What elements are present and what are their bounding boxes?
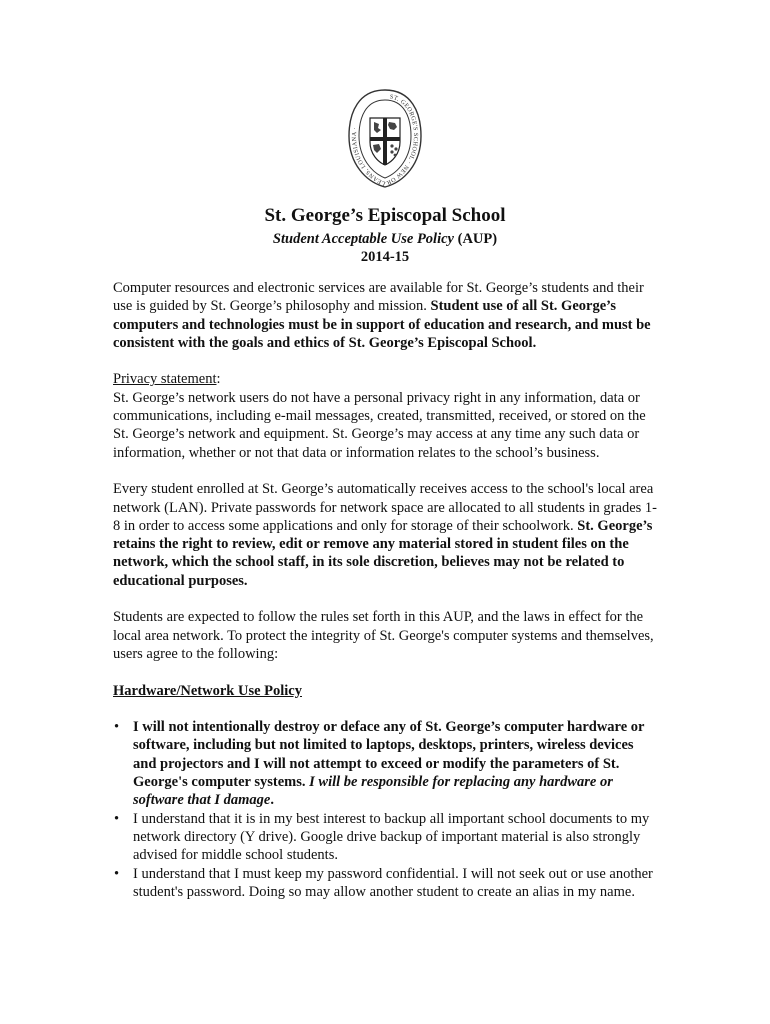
privacy-paragraph xyxy=(113,370,658,461)
intro-plain: Computer resources and electronic services are available for St. George’s students and their use is guided by St. George’s philosophy and mission. xyxy=(113,280,644,315)
bullet-icon: • xyxy=(114,865,120,882)
item2-text: I understand that it is in my best interest to backup all important school documents to my network directory (Y drive). Google drive backup of important material is also strongly advised for middle school students. xyxy=(133,810,650,864)
bullet-icon: • xyxy=(114,719,120,736)
hardware-policy-list xyxy=(113,718,658,901)
privacy-label: Privacy statement xyxy=(113,371,217,388)
page-title: St. George’s Episcopal School xyxy=(264,205,506,226)
privacy-colon: : xyxy=(216,371,221,388)
hardware-heading: Hardware/Network Use Policy xyxy=(113,682,302,699)
item1-end: . xyxy=(270,792,274,809)
network-paragraph xyxy=(113,480,658,590)
document-body xyxy=(113,279,658,901)
item3-text: I understand that I must keep my password confidential. I will not seek out or use another student's password. Doing so may allow another student to create an alias in my name. xyxy=(133,865,653,900)
rules-intro-paragraph: Students are expected to follow the rules set forth in this AUP, and the laws in effect for the local area network. To protect the integrity of St. George's computer systems and themselves, users agree to the following: xyxy=(113,609,654,662)
list-item xyxy=(113,810,658,865)
network-bold: St. George’s retains the right to review, edit or remove any material stored in student files on the network, which the school staff, in its sole discretion, believes may not be related to educational purposes. xyxy=(113,517,653,589)
subtitle-suffix: (AUP) xyxy=(454,231,498,247)
intro-paragraph xyxy=(113,279,658,352)
privacy-text: St. George’s network users do not have a personal privacy right in any information, data or communications, including e-mail messages, created, transmitted, received, or stored on the St. George’s network and equipment. St. George’s may access at any time any such data or information, whether or not that data or information relates to the school’s business. xyxy=(113,389,646,461)
school-year: 2014-15 xyxy=(360,249,410,265)
item1-bold: I will not intentionally destroy or deface any of St. George’s computer hardware or software, including but not limited to laptops, desktops, printers, wireless devices and projectors and I will not attempt to exceed or modify the parameters of St. George's computer systems. xyxy=(133,719,645,791)
list-item xyxy=(113,865,658,902)
school-seal-icon xyxy=(348,86,422,188)
item1-bold-italic: I will be responsible for replacing any hardware or software that I damage xyxy=(133,774,613,809)
page-subtitle xyxy=(0,230,770,248)
list-item xyxy=(113,718,658,809)
seal-ring-text: ST. GEORGE'S SCHOOL · NEW ORLEANS, LOUISIANA · xyxy=(350,93,420,187)
intro-bold: Student use of all St. George’s computers and technologies must be in support of education and research, and must be consistent with the goals and ethics of St. George’s Episcopal School. xyxy=(113,298,651,351)
bullet-icon: • xyxy=(114,810,120,827)
subtitle-italic: Student Acceptable Use Policy xyxy=(272,231,454,247)
network-plain: Every student enrolled at St. George’s automatically receives access to the school's local area network (LAN). Private passwords for network space are allocated to all students in grades 1-8 in order to access some applications and only for storage of their schoolwork. xyxy=(113,481,657,534)
